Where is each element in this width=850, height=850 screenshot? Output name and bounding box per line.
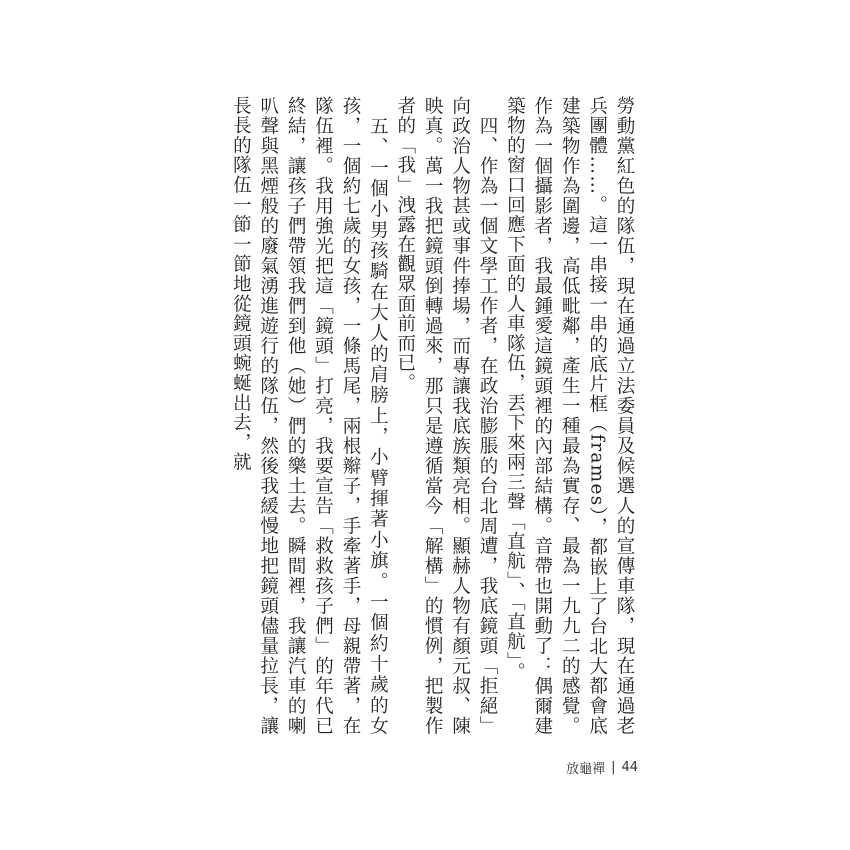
page-footer bbox=[566, 758, 638, 777]
paragraph-2: 四、作為一個文學工作者，在政治膨脹的台北周遭，我底鏡頭「拒絕」向政治人物甚或事件捧場，而專讓我底族類亮相。顯赫人物有顏元叔、陳映真。萬一我把鏡頭倒轉過來，那只是遵循當今「解構」的慣例，把製作者的「我」洩露在觀眾面前而已。 bbox=[394, 96, 498, 736]
paragraph-3: 五、一個小男孩騎在大人的肩膀上，小臂揮著小旗。一個約十歲的女孩，一個約七歲的女孩，一條馬尾，兩根辮子，手牽著手，母親帶著，在隊伍裡。我用強光把這「鏡頭」打亮，我要宣告「救救孩子們」的年代已終結，讓孩子們帶領我們到他（她）們的樂土去。瞬間裡，我讓汽車的喇叭聲與黑煙般的廢氣湧進遊行的隊伍，然後我緩慢地把鏡頭儘量拉長，讓長長的隊伍一節一節地從鏡頭蜿蜒出去，就 bbox=[230, 96, 389, 736]
running-title: 放龜禪 bbox=[566, 762, 606, 777]
page-number: 44 bbox=[621, 760, 638, 775]
footer-separator: | bbox=[611, 760, 616, 775]
paragraph-1: 勞動黨紅色的隊伍，現在通過立法委員及候選人的宣傳車隊，現在通過老兵團體……。這一串接一串的底片框（frames），都嵌上了台北大都會底建築物作為圍邊，高低毗鄰，產生一種最為實存、最為一九九二的感覺。作為一個攝影者，我最鍾愛這鏡頭裡的內部結構。音帶也開動了：偶爾建築物的窗口回應下面的人車隊伍，丟下來兩三聲「直航」、「直航」。 bbox=[504, 96, 635, 736]
body-text bbox=[208, 96, 638, 736]
